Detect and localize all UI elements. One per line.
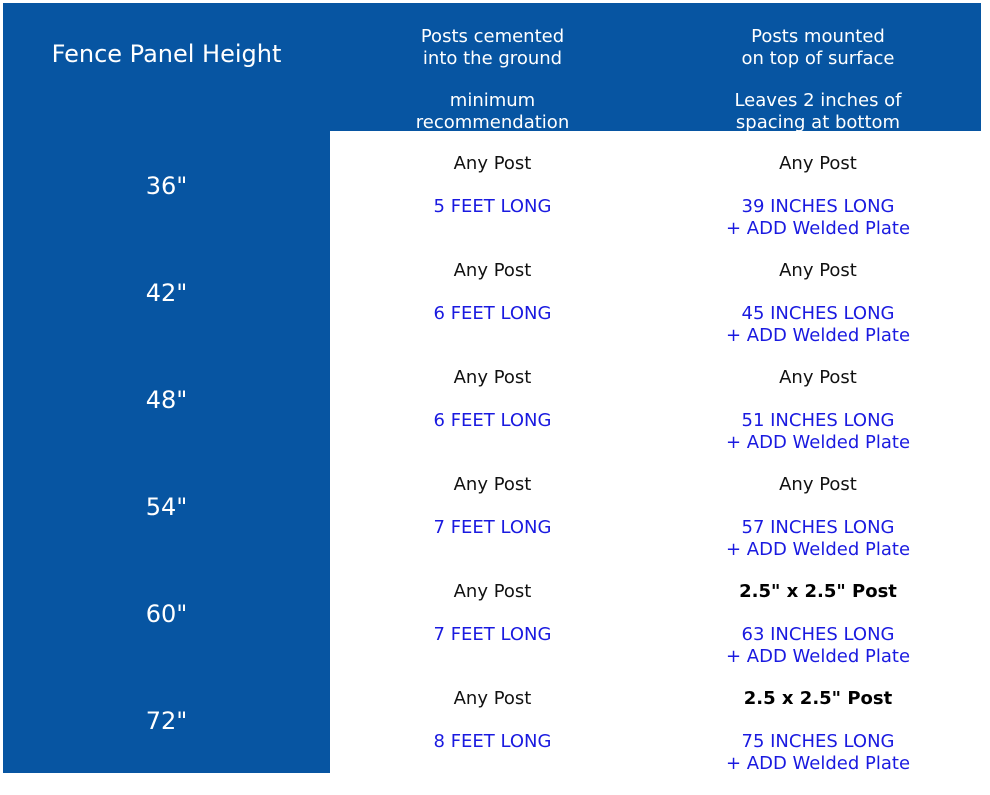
col2-header	[655, 26, 981, 70]
panel-height-label: 42"	[145, 279, 188, 307]
col2-header-line1: Posts mounted	[751, 26, 885, 47]
mounted-post-addon: + ADD Welded Plate	[725, 753, 911, 774]
mounted-post-length: 39 INCHES LONG	[741, 196, 895, 217]
cemented-post-type: Any Post	[453, 367, 532, 388]
mounted-post-addon: + ADD Welded Plate	[725, 646, 911, 667]
cemented-post-type: Any Post	[453, 581, 532, 602]
mounted-post-length: 75 INCHES LONG	[741, 731, 895, 752]
col2-header-line2: on top of surface	[741, 48, 895, 69]
col1-header-line1: Posts cemented	[420, 26, 565, 47]
cemented-post-type: Any Post	[453, 688, 532, 709]
mounted-post-type: Any Post	[779, 153, 857, 174]
mounted-post-type: Any Post	[779, 367, 857, 388]
mounted-post-type: Any Post	[779, 474, 857, 495]
cemented-post-length: 5 FEET LONG	[433, 196, 552, 217]
cemented-post-length: 6 FEET LONG	[433, 303, 552, 324]
col1-subheader-line2: recommendation	[415, 112, 570, 133]
mounted-post-type: 2.5" x 2.5" Post	[739, 581, 897, 602]
mounted-post-length: 57 INCHES LONG	[741, 517, 895, 538]
mounted-post-type: 2.5 x 2.5" Post	[743, 688, 893, 709]
mounted-post-length: 45 INCHES LONG	[741, 303, 895, 324]
mounted-post-length: 63 INCHES LONG	[741, 624, 895, 645]
mounted-post-addon: + ADD Welded Plate	[725, 325, 911, 346]
col1-header	[330, 26, 655, 70]
col2-subheader	[655, 90, 981, 134]
cemented-post-type: Any Post	[453, 153, 532, 174]
col1-subheader	[330, 90, 655, 134]
cemented-post-type: Any Post	[453, 474, 532, 495]
mounted-post-length: 51 INCHES LONG	[741, 410, 895, 431]
col2-subheader-line1: Leaves 2 inches of	[734, 90, 902, 111]
mounted-post-type: Any Post	[779, 260, 857, 281]
panel-height-label: 36"	[145, 172, 188, 200]
panel-height-label: 72"	[145, 707, 188, 735]
panel-height-label: 54"	[145, 493, 188, 521]
cemented-post-type: Any Post	[453, 260, 532, 281]
mounted-post-addon: + ADD Welded Plate	[725, 539, 911, 560]
cemented-post-length: 6 FEET LONG	[433, 410, 552, 431]
table-title: Fence Panel Height	[51, 40, 282, 68]
cemented-post-length: 7 FEET LONG	[433, 517, 552, 538]
col2-subheader-line2: spacing at bottom	[735, 112, 901, 133]
col1-subheader-line1: minimum	[449, 90, 536, 111]
col1-header-line2: into the ground	[422, 48, 563, 69]
panel-height-label: 60"	[145, 600, 188, 628]
panel-height-label: 48"	[145, 386, 188, 414]
mounted-post-addon: + ADD Welded Plate	[725, 432, 911, 453]
cemented-post-length: 8 FEET LONG	[433, 731, 552, 752]
cemented-post-length: 7 FEET LONG	[433, 624, 552, 645]
mounted-post-addon: + ADD Welded Plate	[725, 218, 911, 239]
